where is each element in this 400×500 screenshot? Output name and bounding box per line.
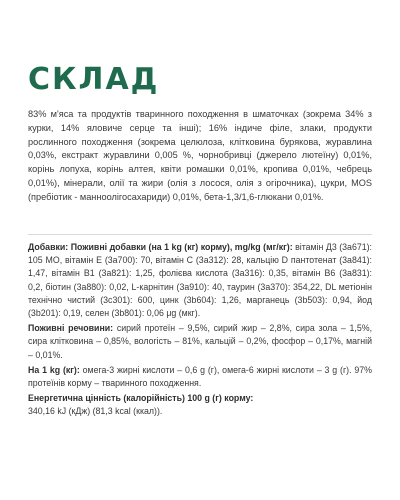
additives-paragraph	[28, 241, 372, 320]
energy-label: Енергетична цінність (калорійність) 100 g (г) корму:	[28, 393, 254, 404]
additives-text: вітамін Д3 (3a671): 105 МО, вітамін Е (3a700): 70, вітамін С (3a312): 28, кальцію D пантотенат (3a841): 1,47, вітамін B1 (3a821): 1,25, фолієва кислота (3a316): 0,35, вітамін B6 (3a831): 0,2, біотин (3a880): 0,02, L-карнітин (3a910): 40, таурин (3a370): 354,22, DL метіонін технічно чистий (3c301): 600, цинк (3b604): 1,26, марганець (3b503): 0,94, йод (3b201): 0,19, селен (3b801): 0,06 μg (мкг).	[28, 242, 372, 319]
energy-text: 340,16 kJ (кДж) (81,3 kcal (ккал)).	[28, 406, 163, 417]
composition-text: 83% м'яса та продуктів тваринного походження в шматочках (зокрема 34% з курки, 14% яловиче серце та інші); 16% індиче філе, злаки, продукти рослинного походження (зокрема целюлоза, клітковина бурякова, журавлина 0,03%, екстракт журавлини 0,005 %, чорнобривці (джерело лютеїну) 0,01%, корінь лопуха, корінь алтея, квіти ромашки 0,01%, кропива 0,01%, чебрець 0,01%), мінерали, олії та жири (олія з лосося, олія з огірочника), цукри, MOS (пребіотик - манноолігосахариди) 0,01%, бета-1,3/1,6-глюкани 0,01%.	[28, 109, 372, 202]
per-kg-text: омега-3 жирні кислоти – 0,6 g (г), омега-6 жирні кислоти – 3 g (г). 97% протеїнів корму – тваринного походження.	[28, 364, 372, 389]
additives-label: Добавки: Поживні добавки (на 1 kg (кг) корму), mg/kg (мг/кг):	[28, 242, 293, 252]
nutrition-details	[28, 241, 372, 421]
nutrients-paragraph	[28, 322, 372, 362]
per-kg-paragraph	[28, 364, 372, 390]
divider	[28, 234, 372, 235]
energy-paragraph	[28, 392, 372, 418]
section-heading: СКЛАД	[28, 62, 160, 97]
per-kg-label: На 1 kg (кг):	[28, 364, 80, 375]
nutrients-text: сирий протеїн – 9,5%, сирий жир – 2,8%, сира зола – 1,5%, сира клітковина – 0,85%, вологість – 81%, кальцій – 0,2%, фосфор – 0,17%, магній – 0,01%.	[28, 323, 373, 360]
nutrients-label: Поживні речовини:	[28, 323, 114, 334]
